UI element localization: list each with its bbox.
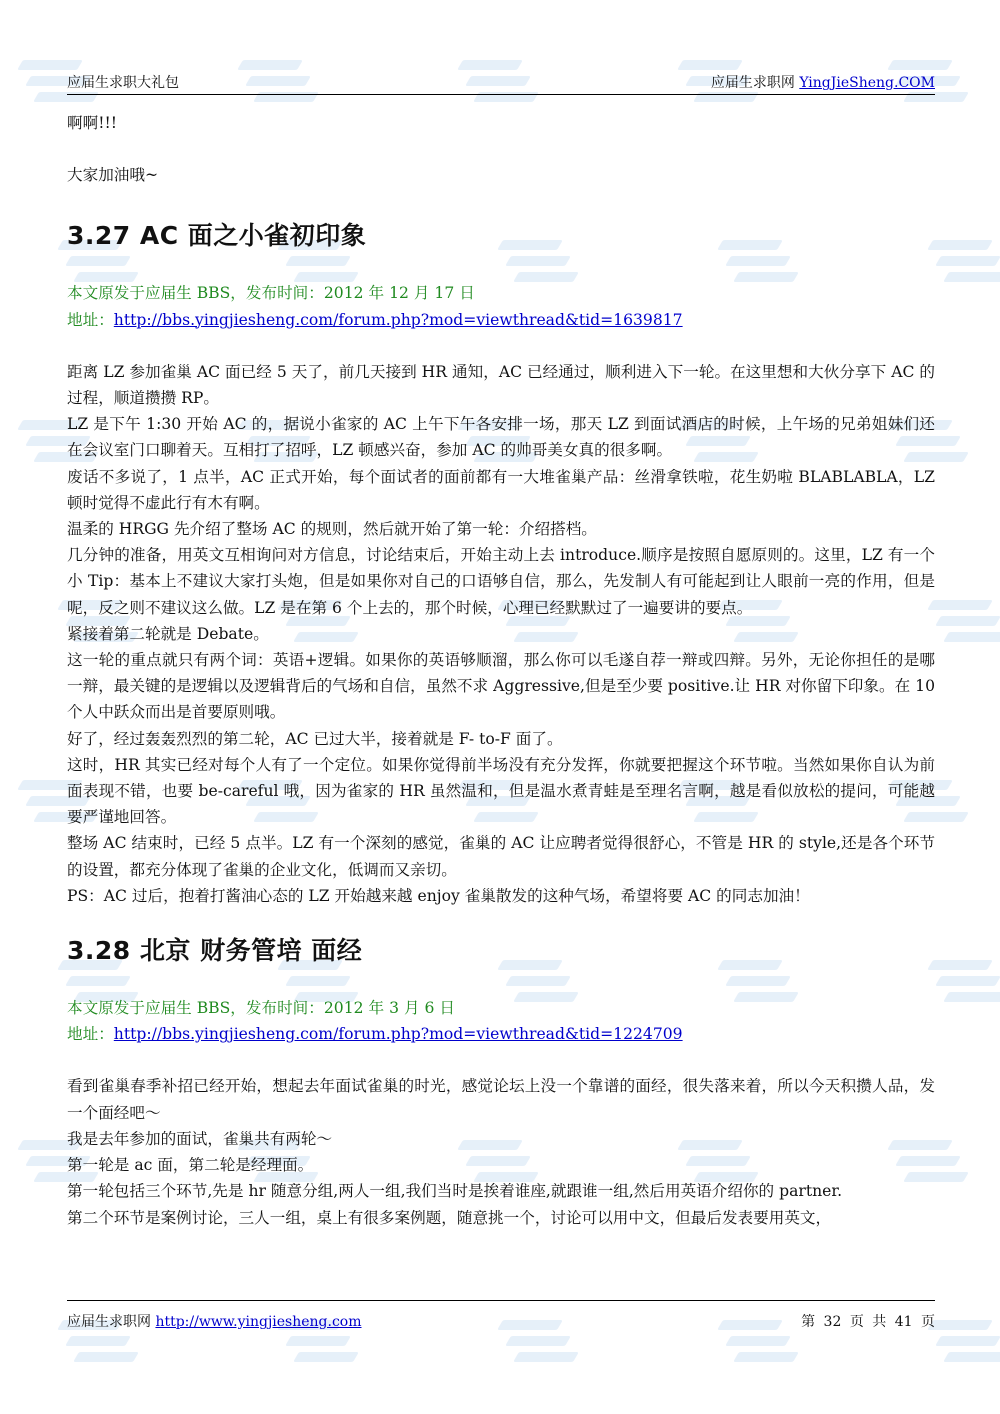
paragraph: 这时，HR 其实已经对每个人有了一个定位。如果你觉得前半场没有充分发挥，你就要把握这个环节啦。当然如果你自认为前面表现不错，也要 be-careful 哦，因为雀家的 HR 虽然温和，但是温水煮青蛙是至理名言啊，越是看似放松的提问，可能越要严谨地回答。	[67, 755, 935, 827]
paragraph: 第一轮是 ac 面，第二轮是经理面。	[67, 1156, 314, 1175]
watermark-logo-icon	[450, 20, 570, 120]
paragraph: LZ 是下午 1:30 开始 AC 的，据说小雀家的 AC 上午下午各安排一场，那天 LZ 到面试酒店的时候，上午场的兄弟姐妹们还在会议室门口聊着天。互相打了招呼，LZ 顿感兴奋，参加 AC 的帅哥美女真的很多啊。	[67, 415, 935, 460]
page-footer	[67, 1300, 935, 1331]
section-url-link[interactable]: http://bbs.yingjiesheng.com/forum.php?mod=viewthread&tid=1639817	[113, 310, 683, 329]
paragraph: 几分钟的准备，用英文互相询问对方信息，讨论结束后，开始主动上去 introduce.顺序是按照自愿原则的。这里，LZ 有一个小 Tip：基本上不建议大家打头炮，但是如果你对自己的口语够自信，那么，先发制人有可能起到让人眼前一亮的作用，但是呢，反之则不建议这么做。LZ 是在第 6 个上去的，那个时候，心理已经默默过了一遍要讲的要点。	[67, 546, 935, 617]
watermark-logo-icon	[880, 20, 1000, 120]
footer-site-link[interactable]: http://www.yingjiesheng.com	[155, 1314, 362, 1330]
paragraph: 这一轮的重点就只有两个词：英语+逻辑。如果你的英语够顺溜，那么你可以毛遂自荐一辩或四辩。另外，无论你担任的是哪一辩，最关键的是逻辑以及逻辑背后的气场和自信，虽然不求 Aggressive,但是至少要 positive.让 HR 对你留下印象。在 10 个人中跃众而出是首要原则哦。	[67, 651, 935, 722]
page-header	[67, 72, 935, 95]
intro-line-1: 啊啊!!!	[67, 114, 117, 132]
intro-line-2: 大家加油哦~	[67, 166, 159, 185]
footer-site-name: 应届生求职网	[67, 1314, 156, 1330]
section-url-link[interactable]: http://bbs.yingjiesheng.com/forum.php?mod=viewthread&tid=1224709	[113, 1025, 683, 1044]
section-source: 本文原发于应届生 BBS，发布时间：2012 年 12 月 17 日	[67, 284, 475, 303]
watermark-logo-icon	[10, 20, 130, 120]
header-site	[711, 72, 935, 92]
paragraph: 第二个环节是案例讨论，三人一组，桌上有很多案例题，随意挑一个，讨论可以用中文，但最后发表要用英文，	[67, 1208, 832, 1227]
paragraph: 距离 LZ 参加雀巢 AC 面已经 5 天了，前几天接到 HR 通知，AC 已经通过，顺利进入下一轮。在这里想和大伙分享下 AC 的过程，顺道攒攒 RP。	[67, 362, 935, 408]
paragraph: 看到雀巢春季补招已经开始，想起去年面试雀巢的时光，感觉论坛上没一个靠谱的面经，很失落来着，所以今天积攒人品，发一个面经吧～	[67, 1077, 935, 1122]
header-title: 应届生求职大礼包	[67, 75, 179, 91]
footer-site	[67, 1311, 362, 1331]
watermark-logo-icon	[670, 20, 790, 120]
paragraph: 第一轮包括三个环节,先是 hr 随意分组,两人一组,我们当时是挨着谁座,就跟谁一组,然后用英语介绍你的 partner.	[67, 1182, 843, 1201]
paragraph: 紧接着第二轮就是 Debate。	[67, 624, 269, 643]
header-site-name: 应届生求职网	[710, 75, 800, 91]
header-site-link[interactable]: YingJieSheng.COM	[799, 75, 935, 91]
url-label: 地址：	[67, 310, 114, 329]
section-body	[67, 359, 935, 909]
section-url-line	[67, 307, 935, 333]
paragraph: 整场 AC 结束时，已经 5 点半。LZ 有一个深刻的感觉，雀巢的 AC 让应聘者觉得很舒心，不管是 HR 的 style,还是各个环节的设置，都充分体现了雀巢的企业文化，低调而又亲切。	[67, 834, 935, 879]
paragraph: 温柔的 HRGG 先介绍了整场 AC 的规则，然后就开始了第一轮：介绍搭档。	[67, 520, 597, 539]
paragraph: PS：AC 过后，抱着打酱油心态的 LZ 开始越来越 enjoy 雀巢散发的这种气场，希望将要 AC 的同志加油！	[67, 886, 810, 905]
watermark-logo-icon	[230, 20, 350, 120]
section-title-3-27: 3.27 AC 面之小雀初印象	[67, 221, 367, 251]
section-url-line	[67, 1021, 935, 1047]
url-label: 地址：	[67, 1025, 114, 1044]
paragraph: 废话不多说了，1 点半，AC 正式开始，每个面试者的面前都有一大堆雀巢产品：丝滑拿铁啦，花生奶啦 BLABLABLA，LZ 顿时觉得不虚此行有木有啊。	[67, 467, 935, 512]
section-title-3-28: 3.28 北京 财务管培 面经	[67, 936, 363, 966]
section-source: 本文原发于应届生 BBS，发布时间：2012 年 3 月 6 日	[67, 999, 455, 1018]
paragraph: 好了，经过轰轰烈烈的第二轮，AC 已过大半，接着就是 F- to-F 面了。	[67, 729, 563, 748]
page-number: 第 32 页 共 41 页	[801, 1314, 935, 1330]
page-content	[67, 110, 935, 1231]
section-body	[67, 1073, 935, 1230]
paragraph: 我是去年参加的面试，雀巢共有两轮～	[67, 1129, 333, 1148]
